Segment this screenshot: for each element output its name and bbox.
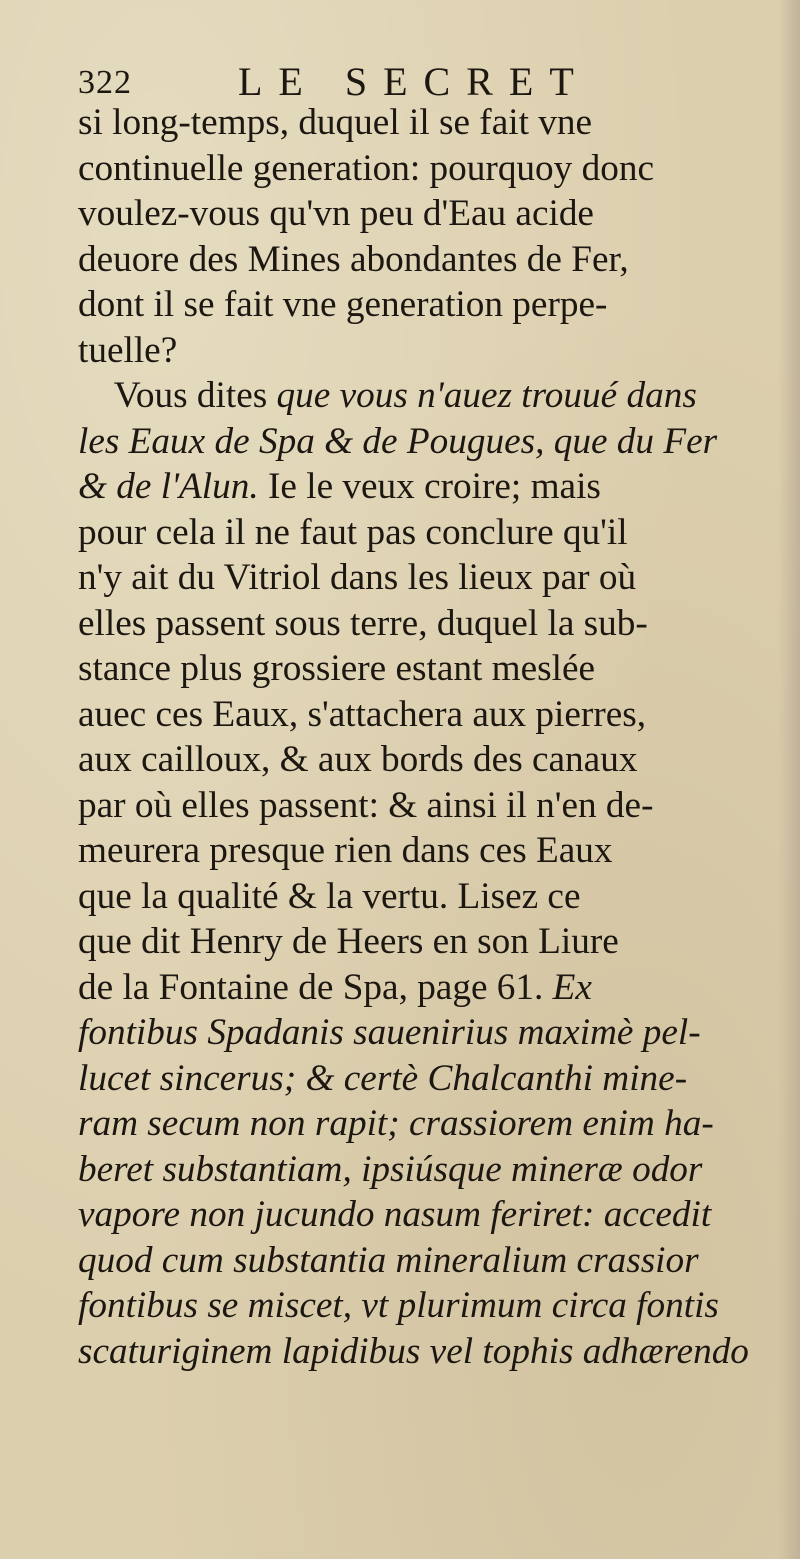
italic-text: vapore non jucundo nasum feriret: accedit xyxy=(78,1194,712,1235)
body-text xyxy=(78,100,788,1374)
roman-text: stance plus grossiere estant meslée xyxy=(78,648,596,689)
roman-text: que dit Henry de Heers en son Liure xyxy=(78,921,619,962)
text-line xyxy=(78,1283,783,1329)
roman-text: Vous dites xyxy=(113,375,277,416)
roman-text: dont il se fait vne generation perpe- xyxy=(78,284,608,325)
italic-text: fontibus Spadanis sauenirius maximè pel- xyxy=(78,1012,701,1053)
italic-text: quod cum substantia mineralium crassior xyxy=(78,1239,699,1281)
text-line xyxy=(78,965,783,1011)
italic-text: les Eaux de Spa & de Pougues, que du Fer xyxy=(78,420,718,462)
italic-text: & de l'Alun. xyxy=(78,466,259,507)
roman-text: que la qualité & la vertu. Lisez ce xyxy=(78,875,581,917)
roman-text: n'y ait du Vitriol dans les lieux par où xyxy=(78,557,637,598)
text-line xyxy=(78,692,783,738)
text-line xyxy=(78,328,783,374)
text-line xyxy=(78,100,783,146)
italic-text: fontibus se miscet, vt plurimum circa fontis xyxy=(78,1285,719,1326)
roman-text: deuore des Mines abondantes de Fer, xyxy=(78,238,629,280)
roman-text: par où elles passent: & ainsi il n'en de- xyxy=(78,784,654,826)
text-line xyxy=(78,1329,783,1375)
text-line xyxy=(78,510,783,556)
text-line xyxy=(78,1192,783,1238)
text-line xyxy=(78,1056,783,1102)
running-title: LE SECRET xyxy=(238,59,590,104)
roman-text: si long-temps, duquel il se fait vne xyxy=(78,102,593,143)
roman-text: de la Fontaine de Spa, page 61. xyxy=(78,966,553,1008)
text-line xyxy=(78,373,783,419)
text-line xyxy=(78,919,783,965)
roman-text: meurera presque rien dans ces Eaux xyxy=(78,830,613,871)
text-line xyxy=(78,874,783,920)
text-line xyxy=(78,146,783,192)
italic-text: ram secum non rapit; crassiorem enim ha- xyxy=(78,1103,714,1144)
text-line xyxy=(78,419,783,465)
text-line xyxy=(78,1147,783,1193)
italic-text: Ex xyxy=(552,966,592,1008)
text-line xyxy=(78,601,783,647)
roman-text: tuelle? xyxy=(78,329,178,371)
page-number: 322 xyxy=(78,64,132,101)
text-line xyxy=(78,783,783,829)
italic-text: beret substantiam, ipsiúsque mineræ odor xyxy=(78,1148,703,1190)
roman-text: elles passent sous terre, duquel la sub- xyxy=(78,602,648,644)
text-line xyxy=(78,828,783,874)
text-line xyxy=(78,1010,783,1056)
text-line xyxy=(78,555,783,601)
roman-text: auec ces Eaux, s'attachera aux pierres, xyxy=(78,693,647,735)
page-edge-shadow xyxy=(778,0,800,1559)
text-line xyxy=(78,646,783,692)
text-line xyxy=(78,1238,783,1284)
running-head xyxy=(78,58,778,102)
italic-text: lucet sincerus; & certè Chalcanthi mine- xyxy=(78,1057,688,1099)
roman-text: aux cailloux, & aux bords des canaux xyxy=(78,739,638,780)
text-line xyxy=(78,464,783,510)
roman-text: continuelle generation: pourquoy donc xyxy=(78,147,654,189)
roman-text: Ie le veux croire; mais xyxy=(258,466,601,507)
text-line xyxy=(78,282,783,328)
text-line xyxy=(78,1101,783,1147)
italic-text: scaturiginem lapidibus vel tophis adhærendo xyxy=(78,1330,749,1372)
text-line xyxy=(78,191,783,237)
text-line xyxy=(78,237,783,283)
text-line xyxy=(78,737,783,783)
roman-text: pour cela il ne faut pas conclure qu'il xyxy=(78,511,628,553)
roman-text: voulez-vous qu'vn peu d'Eau acide xyxy=(78,193,594,234)
italic-text: que vous n'auez trouué dans xyxy=(276,375,697,416)
